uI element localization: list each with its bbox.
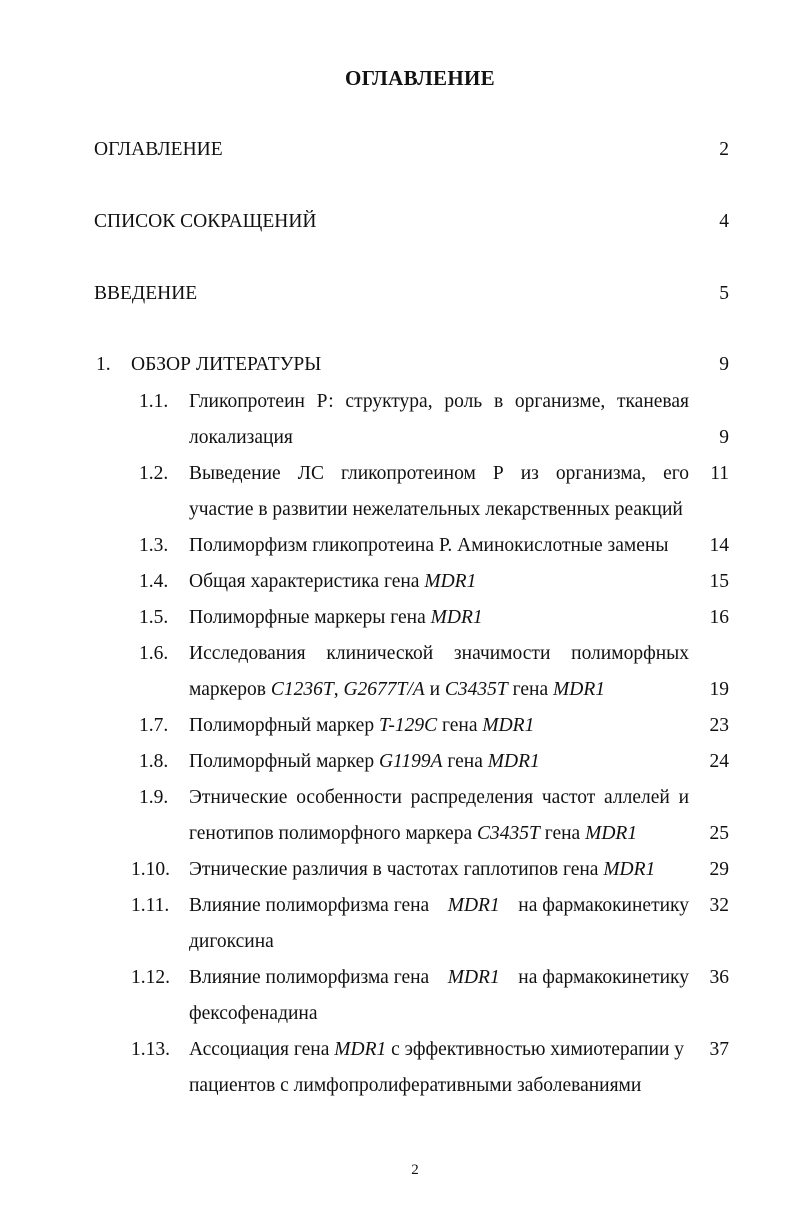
section-page: 11 (710, 463, 729, 484)
marker-name: C1236T (270, 679, 334, 700)
section-number: 1.4. (139, 571, 169, 592)
section-label[interactable]: Этнические различия в частотах гаплотипов гена MDR1 (189, 859, 656, 880)
marker-name: C3435T (476, 823, 540, 844)
section-page: 37 (709, 1039, 729, 1060)
gene-name: MDR1 (585, 823, 638, 844)
section-label[interactable]: Общая характеристика гена MDR1 (189, 571, 477, 592)
section-number: 1.7. (139, 715, 169, 736)
marker-name: G2677T/A (343, 679, 425, 700)
section-number: 1.5. (139, 607, 169, 628)
section-page: 23 (709, 715, 729, 736)
section-label[interactable]: Влияние полиморфизма гена MDR1 на фармакокинетику (189, 895, 689, 916)
toc-entry-page: 5 (719, 283, 729, 304)
section-page: 19 (709, 679, 729, 700)
section-page: 25 (709, 823, 729, 844)
chapter-label[interactable]: ОБЗОР ЛИТЕРАТУРЫ (131, 354, 322, 375)
toc-entry-label[interactable]: ОГЛАВЛЕНИЕ (94, 139, 223, 160)
section-number: 1.1. (139, 391, 169, 412)
gene-name: MDR1 (430, 607, 483, 628)
section-label[interactable]: Исследования клинической значимости полиморфных (189, 643, 689, 664)
section-label-cont[interactable]: фексофенадина (189, 1003, 318, 1024)
section-number: 1.13. (131, 1039, 170, 1060)
section-label[interactable]: Гликопротеин Р: структура, роль в организме, тканевая (189, 391, 689, 412)
section-label[interactable]: Этнические особенности распределения частот аллелей и (189, 787, 689, 808)
gene-name: MDR1 (482, 715, 535, 736)
gene-name: MDR1 (603, 859, 656, 880)
section-label[interactable]: Полиморфный маркер G1199A гена MDR1 (189, 751, 540, 772)
section-label-cont[interactable]: генотипов полиморфного маркера C3435T гена MDR1 (189, 823, 638, 844)
section-number: 1.3. (139, 535, 169, 556)
chapter-page: 9 (719, 354, 729, 375)
section-label-cont[interactable]: участие в развитии нежелательных лекарственных реакций (189, 499, 683, 520)
toc-entry-page: 2 (719, 139, 729, 160)
section-page: 36 (709, 967, 729, 988)
section-number: 1.12. (131, 967, 170, 988)
section-number: 1.8. (139, 751, 169, 772)
section-label[interactable]: Выведение ЛС гликопротеином Р из организма, его (189, 463, 689, 484)
gene-name: MDR1 (553, 679, 606, 700)
chapter-number: 1. (96, 354, 111, 375)
marker-name: T-129C (378, 715, 438, 736)
marker-name: G1199A (378, 751, 443, 772)
section-number: 1.10. (131, 859, 170, 880)
page-number: 2 (411, 1162, 419, 1178)
section-label-cont[interactable]: маркеров C1236T, G2677T/A и C3435T гена MDR1 (189, 679, 606, 700)
section-page: 32 (709, 895, 729, 916)
gene-name: MDR1 (334, 1039, 387, 1060)
toc-entry-label[interactable]: СПИСОК СОКРАЩЕНИЙ (94, 211, 317, 232)
section-label[interactable]: Ассоциация гена MDR1 с эффективностью химиотерапии у (189, 1039, 685, 1060)
section-number: 1.2. (139, 463, 169, 484)
page-title: ОГЛАВЛЕНИЕ (345, 66, 495, 90)
section-number: 1.9. (139, 787, 169, 808)
gene-name: MDR1 (424, 571, 477, 592)
gene-name: MDR1 (447, 895, 500, 916)
gene-name: MDR1 (487, 751, 540, 772)
toc-entry-label[interactable]: ВВЕДЕНИЕ (94, 283, 198, 304)
section-label[interactable]: Полиморфизм гликопротеина Р. Аминокислотные замены (189, 535, 669, 556)
section-number: 1.6. (139, 643, 169, 664)
section-page: 9 (719, 427, 729, 448)
section-label[interactable]: Полиморфные маркеры гена MDR1 (189, 607, 483, 628)
gene-name: MDR1 (447, 967, 500, 988)
section-page: 14 (709, 535, 729, 556)
marker-name: C3435T (444, 679, 508, 700)
section-page: 24 (709, 751, 729, 772)
section-page: 29 (709, 859, 729, 880)
section-page: 15 (709, 571, 729, 592)
section-label[interactable]: Полиморфный маркер T-129C гена MDR1 (189, 715, 535, 736)
section-number: 1.11. (131, 895, 170, 916)
toc-entry-page: 4 (719, 211, 729, 232)
section-page: 16 (709, 607, 729, 628)
section-label-cont[interactable]: дигоксина (189, 931, 274, 952)
section-label-cont[interactable]: локализация (189, 427, 293, 448)
section-label-cont[interactable]: пациентов с лимфопролиферативными заболеваниями (189, 1075, 642, 1096)
section-label[interactable]: Влияние полиморфизма гена MDR1 на фармакокинетику (189, 967, 689, 988)
